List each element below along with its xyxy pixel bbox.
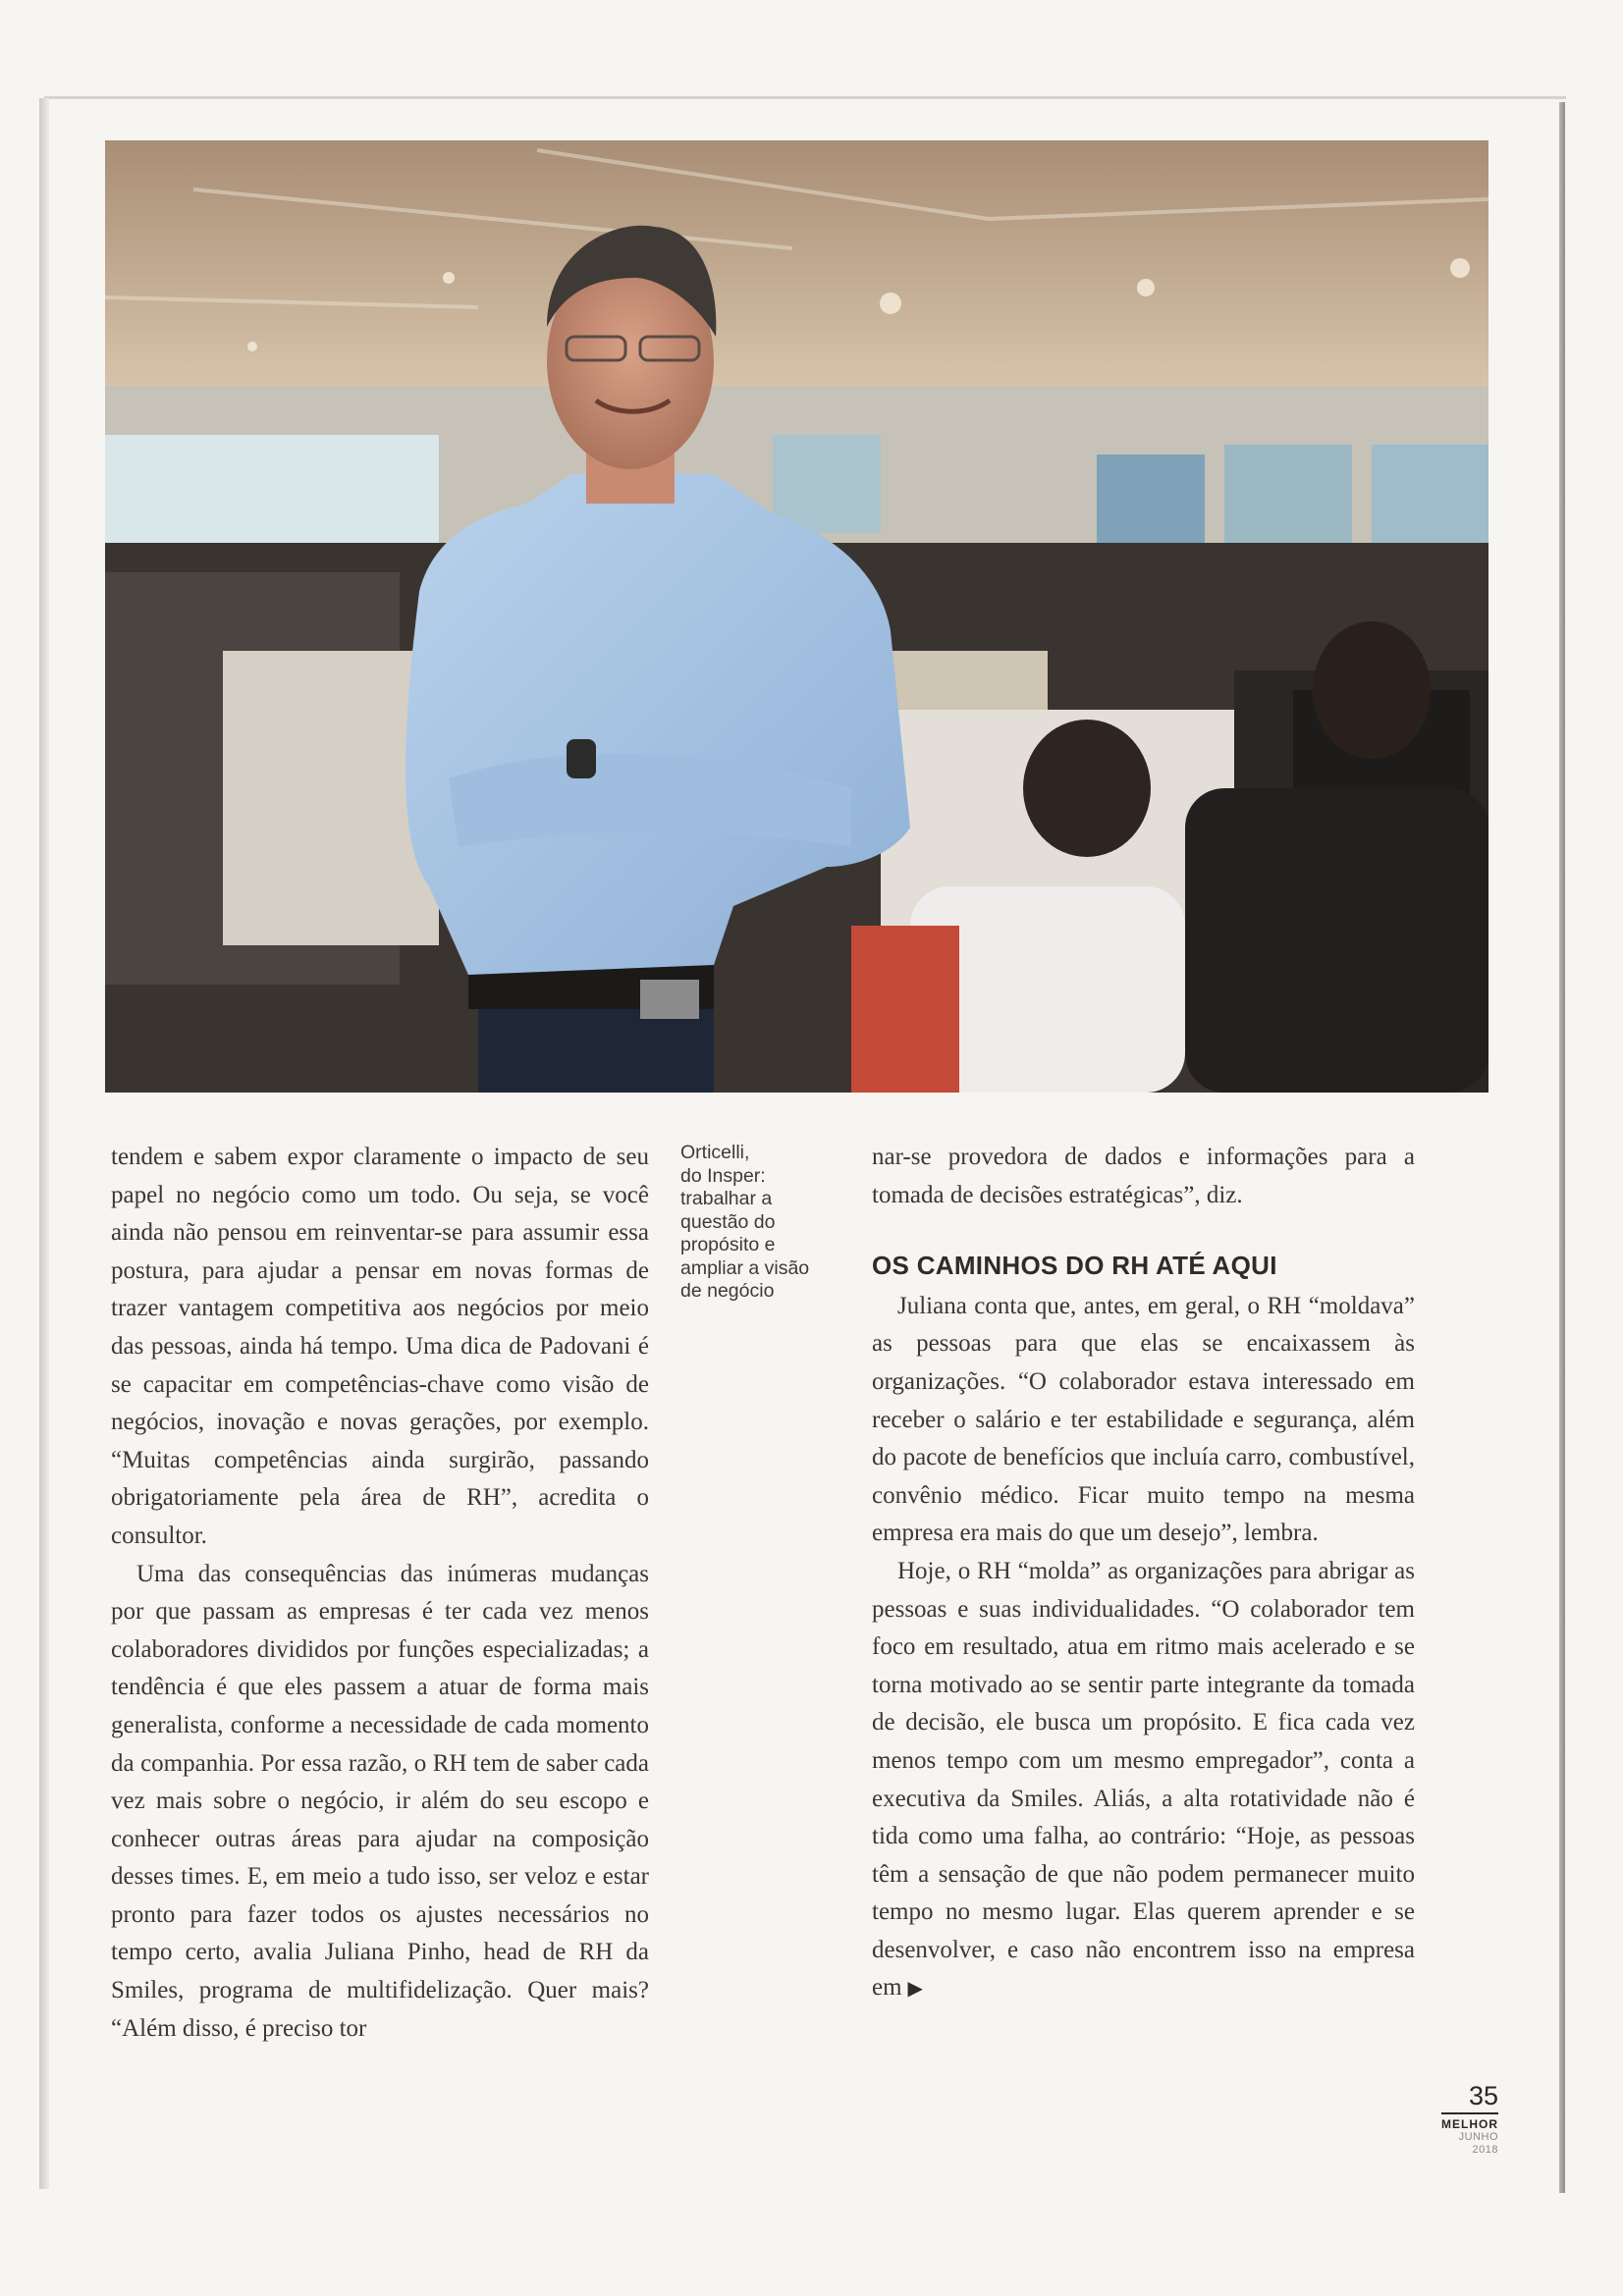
body-text: Hoje, o RH “molda” as organizações para abrigar as pessoas e suas individualidades. “O colaborador tem foco em resultado, atua em ritmo mais acelerado e se torna motivado ao se sentir parte integrante da tomada de decisão, ele busca um propósito. E fica cada vez menos tempo com um mesmo empregador”, conta a executiva da Smiles. Aliás, a alta rotatividade não é tida como uma falha, ao contrário: “Hoje, as pessoas têm a sensação de que não podem permanecer muito tempo no mesmo lugar. Elas querem aprender e se desenvolver, e caso não encontrem isso na empresa em [872,1557,1415,2002]
body-paragraph: nar-se provedora de dados e informações para a tomada de decisões estratégicas”, diz. [872,1144,1415,1208]
caption-line: propósito e [680,1234,776,1255]
page-folio [1422,2081,1498,2157]
body-paragraph: Juliana conta que, antes, em geral, o RH “moldava” as pessoas para que elas se encaixassem às organizações. “O colaborador estava interessado em receber o salário e ter estabilidade e segurança, além do pacote de benefícios que incluía carro, combustível, convênio médico. Ficar muito tempo na mesma empresa era mais do que um desejo”, lembra. [872,1292,1415,1547]
folio-rule [1441,2112,1498,2114]
caption-line: trabalhar a [680,1188,773,1209]
issue-month: JUNHO [1458,2131,1498,2143]
magazine-name: MELHOR [1441,2117,1498,2131]
caption-line: Orticelli, [680,1142,750,1163]
page-gutter-shadow [39,98,49,2189]
right-column [872,1139,1415,2008]
section-heading: OS CAMINHOS DO RH ATÉ AQUI [872,1251,1277,1281]
caption-line: de negócio [680,1280,775,1302]
left-column [111,1139,649,2048]
page-top-edge [44,96,1566,99]
page-right-edge [1559,102,1565,2193]
body-paragraph: Uma das consequências das inúmeras mudanças por que passam as empresas é ter cada vez menos colaboradores divididos por funções especializadas; a tendência é que eles passem a atuar de forma mais generalista, conforme a necessidade de cada momento da companhia. Por essa razão, o RH tem de saber cada vez mais sobre o negócio, ir além do seu escopo e conhecer outras áreas para ajudar na composição desses times. E, em meio a tudo isso, ser veloz e estar pronto para fazer todos os ajustes necessários no tempo certo, avalia Juliana Pinho, head de RH da Smiles, programa de multifidelização. Quer mais? “Além disso, é preciso tor [111,1560,649,2042]
caption-line: ampliar a visão [680,1256,810,1279]
issue-year: 2018 [1472,2144,1498,2156]
caption-line: do Insper: [680,1164,766,1187]
body-paragraph [872,1553,1415,2008]
body-paragraph: tendem e sabem expor claramente o impacto de seu papel no negócio como um todo. Ou seja, se você ainda não pensou em reinventar-se para assumir essa postura, para ajudar a pensar em novas formas de trazer vantagem competitiva aos negócios por meio das pessoas, ainda há tempo. Uma dica de Padovani é se capacitar em competências-chave como visão de negócios, inovação e novas gerações, por exemplo. “Muitas competências ainda surgirão, passando obrigatoriamente pela área de RH”, acredita o consultor. [111,1144,649,1549]
article-photo [105,140,1488,1093]
page-number: 35 [1468,2081,1498,2110]
continue-arrow-icon: ▶ [907,1978,923,2001]
photo-caption [680,1142,852,1304]
caption-line: questão do [680,1210,776,1233]
